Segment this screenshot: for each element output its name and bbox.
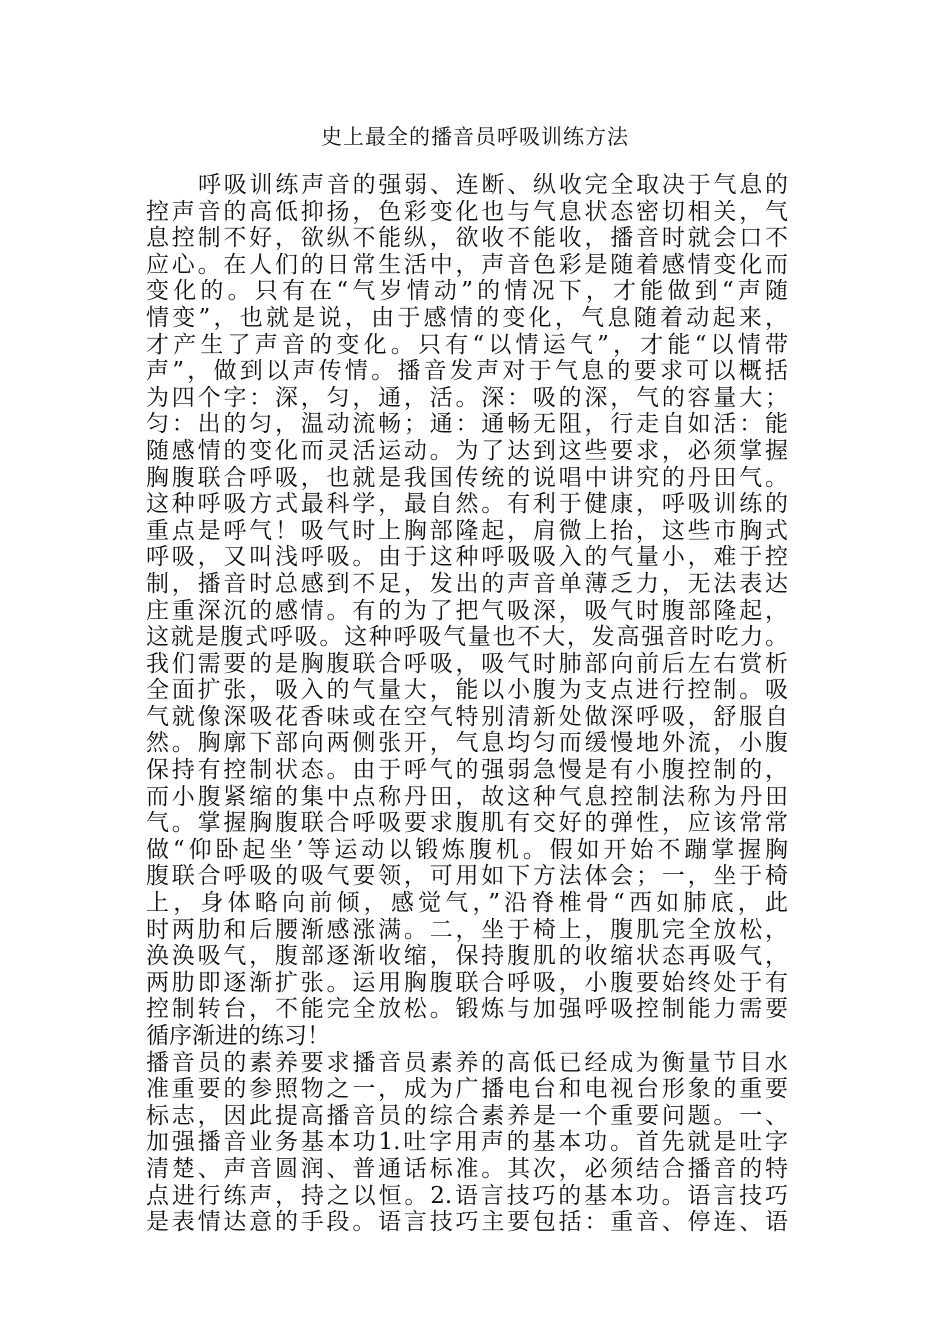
body-line: 清楚、声音圆润、普通话标准。其次，必须结合播音的特: [146, 1155, 788, 1182]
body-line: 我们需要的是胸腹联合呼吸，吸气时肺部向前后左右赏析: [146, 650, 788, 677]
body-line: 呼吸，又叫浅呼吸。由于这种呼吸吸入的气量小，难于控: [146, 544, 788, 571]
body-line: 变化的。只有在“气岁情动”的情况下，才能做到“声随: [146, 278, 788, 305]
body-line: 是表情达意的手段。语言技巧主要包括：重音、停连、语: [146, 1209, 788, 1236]
body-line: 气就像深吸花香味或在空气特别清新处做深呼吸，舒服自: [146, 703, 788, 730]
body-line: 而小腹紧缩的集中点称丹田，故这种气息控制法称为丹田: [146, 783, 788, 810]
body-line: 标志，因此提高播音员的综合素养是一个重要问题。一、: [146, 1102, 788, 1129]
body-line: 才产生了声音的变化。只有“以情运气”，才能“以情带: [146, 331, 788, 358]
body-line: 为四个字：深，匀，通，活。深：吸的深，气的容量大；: [146, 384, 788, 411]
body-line: 上，身体略向前倾，感觉气，”沿脊椎骨“西如肺底，此: [146, 890, 788, 917]
body-line: 腹联合呼吸的吸气要领，可用如下方法体会；一，坐于椅: [146, 863, 788, 890]
body-line: 息控制不好，欲纵不能纵，欲收不能收，播音时就会口不: [146, 225, 788, 252]
body-line: 然。胸廓下部向两侧张开，气息均匀而缓慢地外流，小腹: [146, 730, 788, 757]
body-line: 时两肋和后腰渐感涨满。二，坐于椅上，腹肌完全放松，: [146, 916, 788, 943]
body-line: 控声音的高低抑扬，色彩变化也与气息状态密切相关，气: [146, 198, 788, 225]
body-line: 点进行练声，持之以恒。2.语言技巧的基本功。语言技巧: [146, 1182, 788, 1209]
body-line: 这就是腹式呼吸。这种呼吸气量也不大，发高强音时吃力。: [146, 624, 788, 651]
body-line: 控制转台，不能完全放松。锻炼与加强呼吸控制能力需要: [146, 996, 788, 1023]
body-line: 呼吸训练声音的强弱、连断、纵收完全取决于气息的: [198, 172, 788, 198]
body-line: 准重要的参照物之一，成为广播电台和电视台形象的重要: [146, 1076, 788, 1103]
body-line: 保持有控制状态。由于呼气的强弱急慢是有小腹控制的，: [146, 757, 788, 784]
body-line: 两肋即逐渐扩张。运用胸腹联合呼吸，小腹要始终处于有: [146, 969, 788, 996]
body-line: 这种呼吸方式最科学，最自然。有利于健康，呼吸训练的: [146, 491, 788, 518]
body-line: 重点是呼气！吸气时上胸部隆起，肩微上抬，这些市胸式: [146, 517, 788, 544]
body-line: 声”，做到以声传情。播音发声对于气息的要求可以概括: [146, 358, 788, 385]
body-line: 涣涣吸气，腹部逐渐收缩，保持腹肌的收缩状态再吸气，: [146, 943, 788, 970]
body-line: 情变”，也就是说，由于感情的变化，气息随着动起来，: [146, 304, 788, 331]
body-line: 胸腹联合呼吸，也就是我国传统的说唱中讲究的丹田气。: [146, 464, 788, 491]
body-line: 气。掌握胸腹联合呼吸要求腹肌有交好的弹性，应该常常: [146, 810, 788, 837]
body-line: 全面扩张，吸入的气量大，能以小腹为支点进行控制。吸: [146, 677, 788, 704]
body-line: 随感情的变化而灵活运动。为了达到这些要求，必须掌握: [146, 437, 788, 464]
document-title: 史上最全的播音员呼吸训练方法: [321, 125, 629, 149]
document-body: [146, 172, 788, 1236]
body-line: 加强播音业务基本功1.吐字用声的基本功。首先就是吐字: [146, 1129, 788, 1156]
body-line: 循序渐进的练习！: [146, 1023, 330, 1049]
body-line: 庄重深沉的感情。有的为了把气吸深，吸气时腹部隆起，: [146, 597, 788, 624]
body-line: 应心。在人们的日常生活中，声音色彩是随着感情变化而: [146, 251, 788, 278]
body-line: 播音员的素养要求播音员素养的高低已经成为衡量节目水: [146, 1049, 788, 1076]
body-line: 做“仰卧起坐’等运动以锻炼腹机。假如开始不蹦掌握胸: [146, 836, 788, 863]
body-line: 匀：出的匀，温动流畅；通：通畅无阻，行走自如活：能: [146, 411, 788, 438]
body-line: 制，播音时总感到不足，发出的声音单薄乏力，无法表达: [146, 570, 788, 597]
